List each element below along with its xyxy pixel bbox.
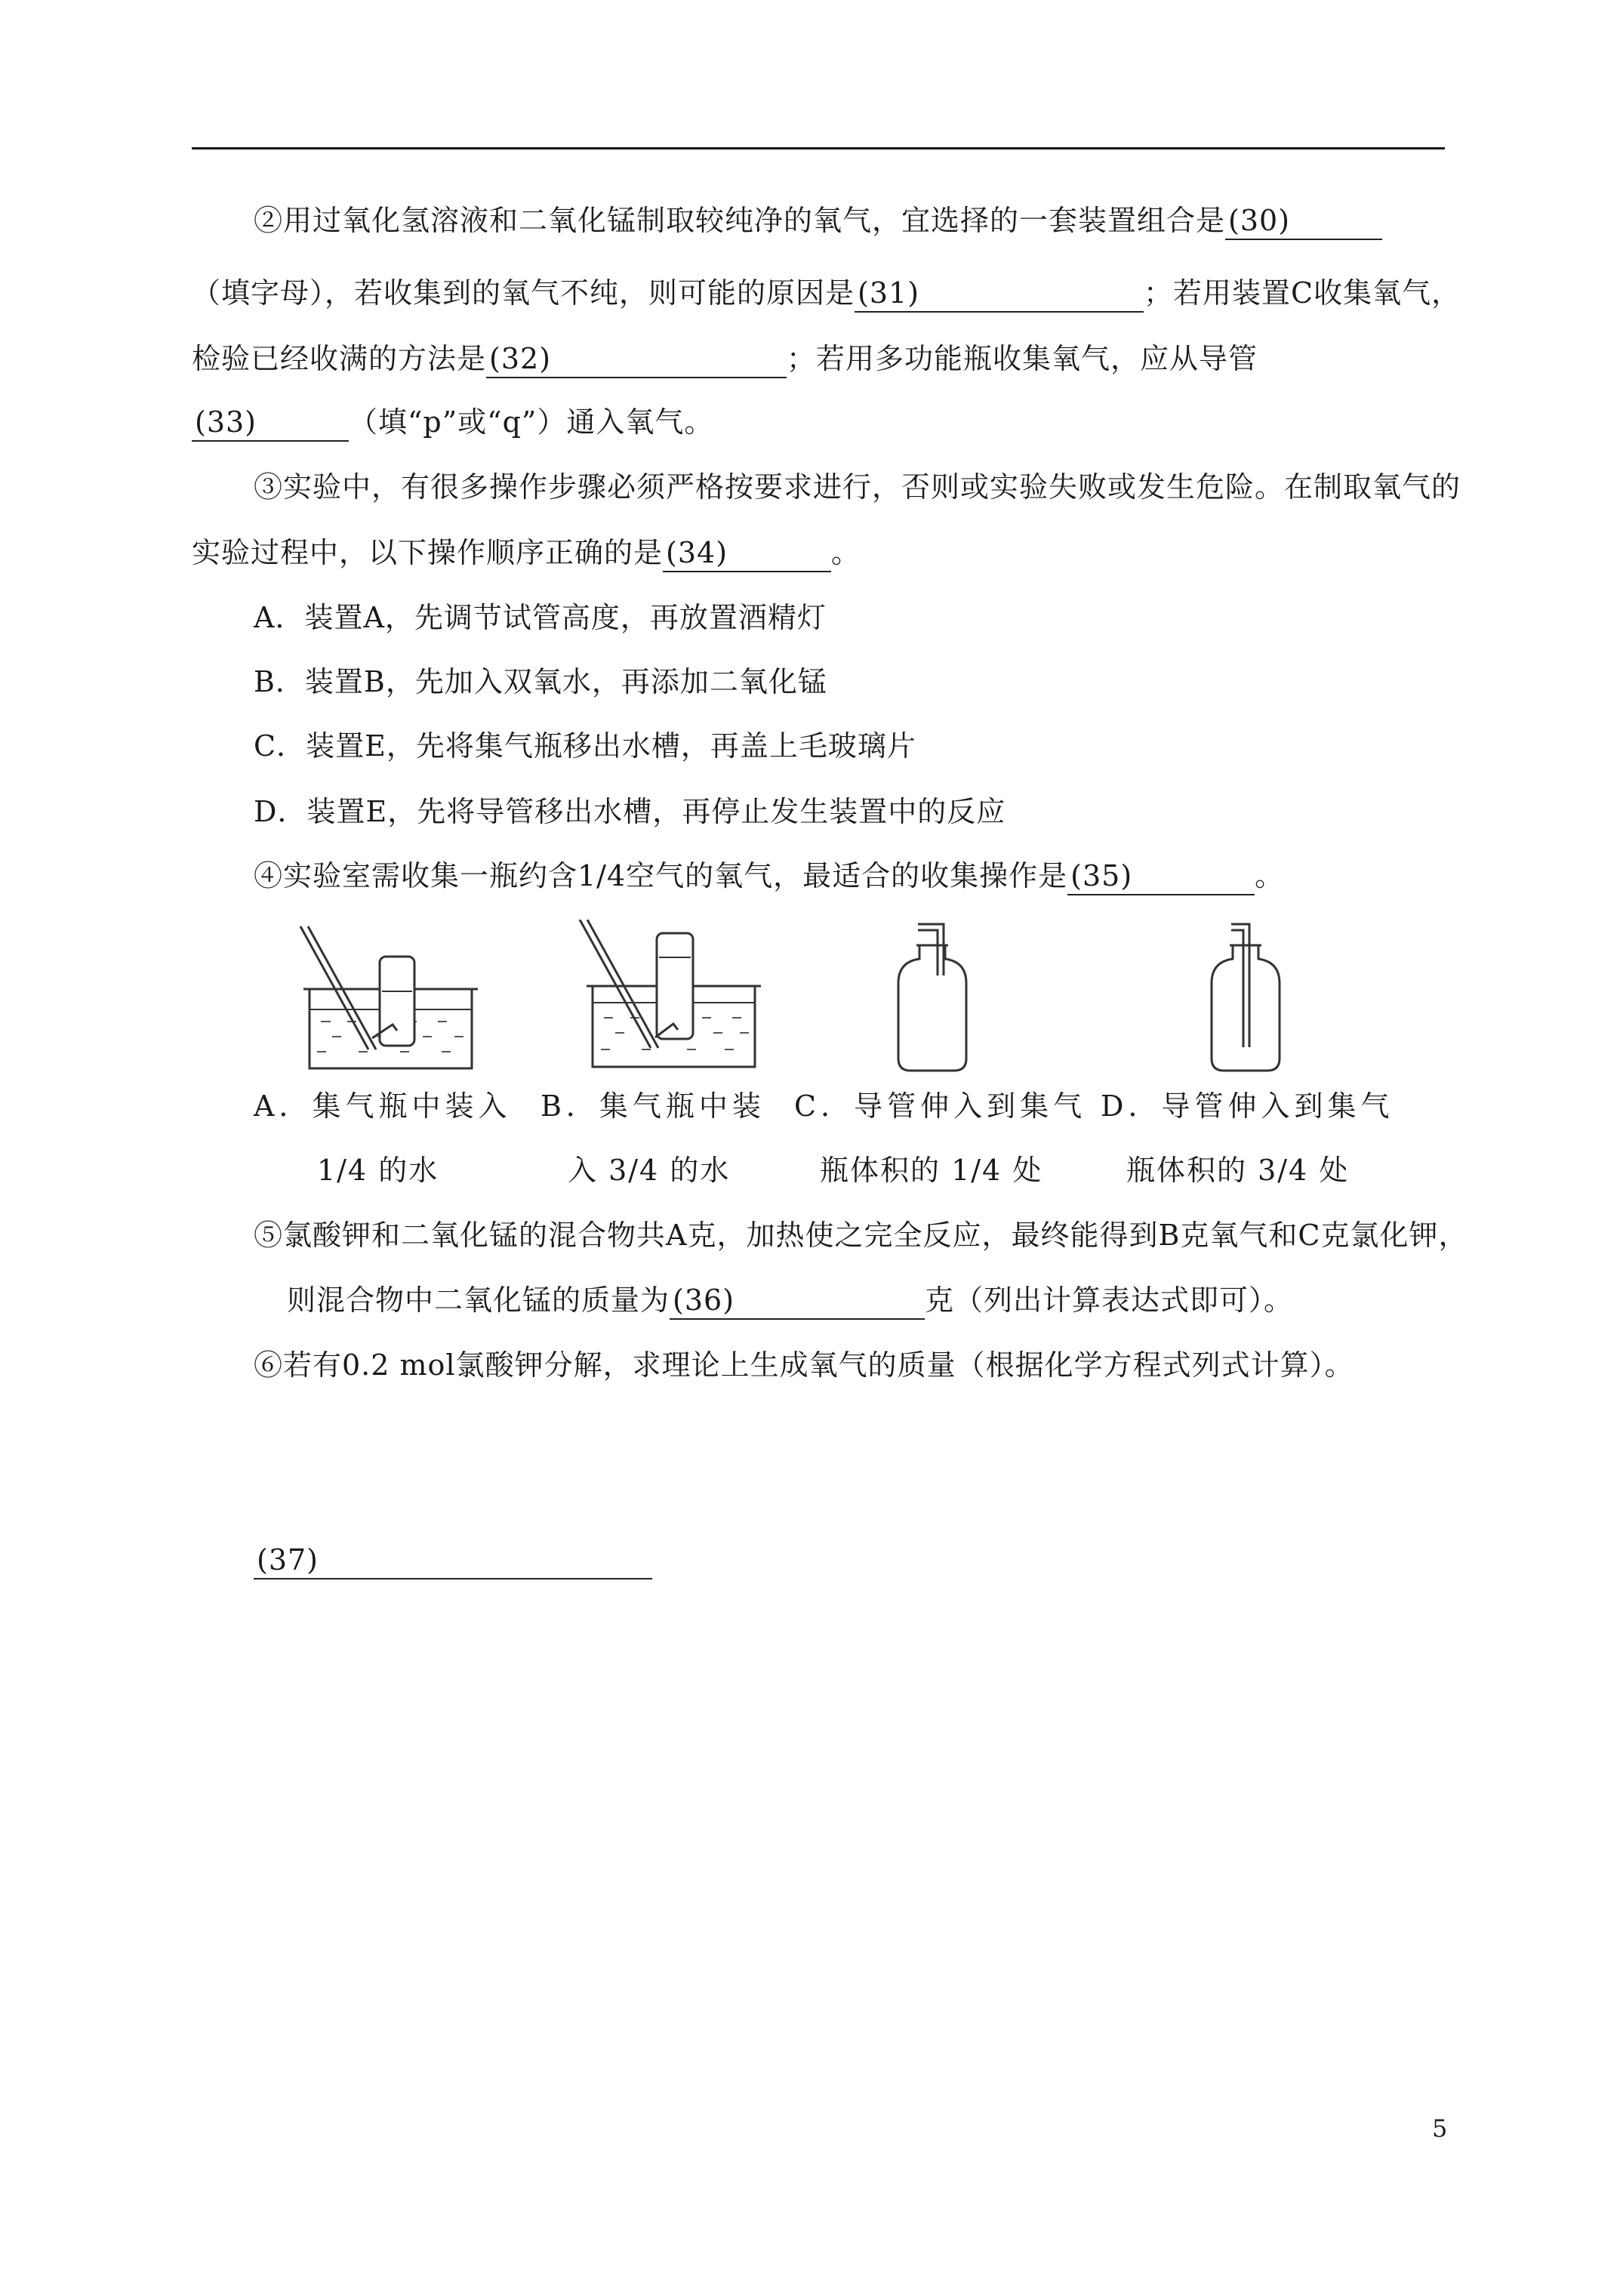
q4-text: ④实验室需收集一瓶约含1/4空气的氧气，最适合的收集操作是 <box>254 859 1068 892</box>
page-number: 5 <box>1432 2114 1448 2143</box>
q3-line-1: ③实验中，有很多操作步骤必须严格按要求进行，否则或实验失败或发生危险。在制取氧气的 <box>254 470 1461 504</box>
blank-30[interactable]: (30) <box>1225 202 1382 240</box>
blank-32[interactable]: (32) <box>486 341 787 378</box>
q2-text: （填字母），若收集到的氧气不纯，则可能的原因是 <box>192 276 855 310</box>
q3-option-b: B．装置B，先加入双氧水，再添加二氧化锰 <box>254 665 827 698</box>
q2-line-4 <box>192 401 713 443</box>
q3-option-c: C．装置E，先将集气瓶移出水槽，再盖上毛玻璃片 <box>254 729 916 763</box>
choice-a-line-2: 1/4 的水 <box>317 1154 439 1187</box>
q3-text: 实验过程中，以下操作顺序正确的是 <box>192 536 664 569</box>
blank-34[interactable]: (34) <box>663 535 831 572</box>
header-rule <box>192 147 1445 149</box>
figure-c-gas-jar <box>891 923 974 1074</box>
blank-33[interactable]: (33) <box>192 404 349 442</box>
q3-option-a: A．装置A，先调节试管高度，再放置酒精灯 <box>254 601 827 634</box>
q2-text: ②用过氧化氢溶液和二氧化锰制取较纯净的氧气，宜选择的一套装置组合是 <box>254 204 1226 237</box>
q2-line-3 <box>192 337 1258 380</box>
blank-37[interactable]: (37) <box>254 1542 652 1579</box>
q4-line-1 <box>254 855 1284 897</box>
q4-text: 。 <box>1255 859 1285 892</box>
blank-36[interactable]: (36) <box>670 1282 925 1320</box>
q5-text: 则混合物中二氧化锰的质量为 <box>287 1284 670 1317</box>
blank-35[interactable]: (35) <box>1067 858 1255 895</box>
q6-answer-line <box>254 1539 652 1581</box>
q2-line-1 <box>254 199 1382 242</box>
q2-text: （填“p”或“q”）通入氧气。 <box>349 405 714 439</box>
choice-d-line-2: 瓶体积的 3/4 处 <box>1126 1154 1350 1187</box>
choice-b-line-1: B．集气瓶中装 <box>540 1089 765 1123</box>
q5-line-2 <box>287 1279 1293 1321</box>
choice-d-line-1: D．导管伸入到集气 <box>1101 1089 1394 1123</box>
q3-line-2 <box>192 532 861 574</box>
q2-text: ；若用多功能瓶收集氧气，应从导管 <box>787 342 1258 375</box>
q3-option-d: D．装置E，先将导管移出水槽，再停止发生装置中的反应 <box>254 795 1006 828</box>
q6-line-1: ⑥若有0.2 mol氯酸钾分解，求理论上生成氧气的质量（根据化学方程式列式计算）。 <box>254 1348 1354 1382</box>
figure-d-gas-jar <box>1204 923 1287 1074</box>
q3-text: 。 <box>831 536 861 569</box>
choice-c-line-1: C．导管伸入到集气 <box>794 1089 1087 1123</box>
choice-b-line-2: 入 3/4 的水 <box>568 1154 731 1187</box>
q2-text: ；若用装置C收集氧气， <box>1144 276 1461 310</box>
choice-c-line-2: 瓶体积的 1/4 处 <box>820 1154 1043 1187</box>
figure-b-beaker <box>574 920 778 1074</box>
choice-a-line-1: A．集气瓶中装入 <box>254 1089 512 1123</box>
figure-a-beaker <box>287 925 491 1076</box>
q5-text: 克（列出计算表达式即可）。 <box>925 1284 1294 1317</box>
q2-text: 检验已经收满的方法是 <box>192 342 487 375</box>
blank-31[interactable]: (31) <box>855 275 1144 313</box>
q5-line-1: ⑤氯酸钾和二氧化锰的混合物共A克，加热使之完全反应，最终能得到B克氧气和C克氯化钾， <box>254 1219 1468 1252</box>
q2-line-2 <box>192 272 1461 314</box>
